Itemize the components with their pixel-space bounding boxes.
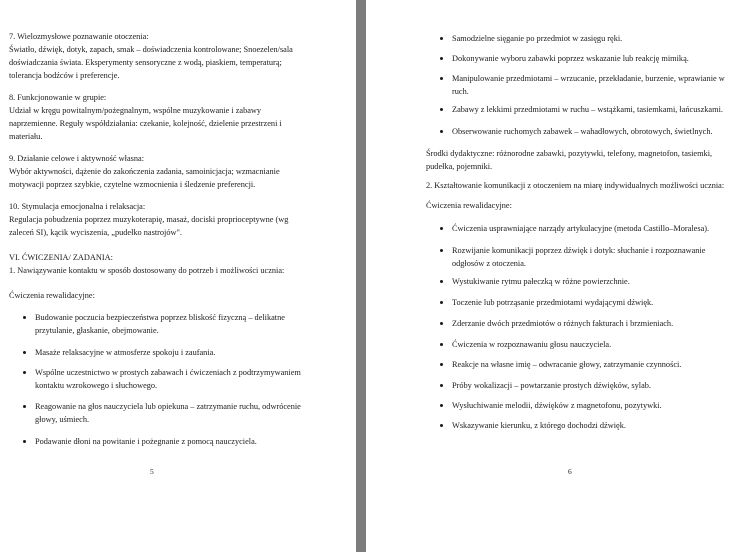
bullet-icon (440, 424, 443, 427)
section-heading: 7. Wielozmysłowe poznawanie otoczenia: (9, 32, 149, 41)
list-item: Dokonywanie wyboru zabawki poprzez wskazanie lub reakcję mimiką. (452, 54, 689, 63)
paragraph-line: naprzemienne. Reguły współdziałania: czekanie, kolejność, dzielenie przestrzeni i (9, 119, 282, 128)
paragraph-line: motywacji poprzez szybkie, czytelne wzmocnienia i śledzenie preferencji. (9, 180, 256, 189)
list-item: Reagowanie na głos nauczyciela lub opiekuna – zatrzymanie ruchu, odwrócenie (35, 402, 301, 411)
bullet-icon (23, 351, 26, 354)
bullet-icon (440, 130, 443, 133)
subsection-heading: 1. Nawiązywanie kontaktu w sposób dostosowany do potrzeb i możliwości ucznia: (9, 266, 285, 275)
list-item: kontaktu wzrokowego i słuchowego. (35, 381, 158, 390)
bullet-icon (440, 249, 443, 252)
paragraph-line: Światło, dźwięk, dotyk, zapach, smak – doświadczenia kontrolowane; Snoezelen/sala (9, 45, 293, 54)
list-heading: Ćwiczenia rewalidacyjne: (426, 201, 512, 210)
list-item: Wysłuchiwanie melodii, dźwięków z magnetofonu, pozytywki. (452, 401, 662, 410)
bullet-icon (440, 227, 443, 230)
section-heading: 8. Funkcjonowanie w grupie: (9, 93, 107, 102)
document-page-left (0, 0, 356, 552)
bullet-icon (23, 405, 26, 408)
paragraph-line: zaleceń SI), kącik wyciszenia, „pudełko nastrojów". (9, 228, 182, 237)
chapter-heading: VI. ĆWICZENIA/ ZADANIA: (9, 253, 113, 262)
list-item: odgłosów z otoczenia. (452, 259, 526, 268)
paragraph-line: materiału. (9, 132, 43, 141)
list-item: Próby wokalizacji – powtarzanie prostych dźwięków, sylab. (452, 381, 651, 390)
document-page-right (366, 0, 750, 552)
list-item: Zabawy z lekkimi przedmiotami w ruchu – wstążkami, tasiemkami, łańcuszkami. (452, 105, 723, 114)
bullet-icon (440, 404, 443, 407)
paragraph-line: tolerancja bodźców i preferencje. (9, 71, 120, 80)
paragraph-line: Środki dydaktyczne: różnorodne zabawki, pozytywki, telefony, magnetofon, tasiemki, (426, 149, 713, 158)
paragraph-line: pudełka, pojemniki. (426, 162, 493, 171)
bullet-icon (23, 440, 26, 443)
list-heading: Ćwiczenia rewalidacyjne: (9, 291, 95, 300)
bullet-icon (440, 37, 443, 40)
bullet-icon (440, 301, 443, 304)
list-item: Obserwowanie ruchomych zabawek – wahadłowych, obrotowych, świetlnych. (452, 127, 713, 136)
paragraph-line: Udział w kręgu powitalnym/pożegnalnym, wspólne muzykowanie i zabawy (9, 106, 262, 115)
bullet-icon (440, 384, 443, 387)
bullet-icon (440, 363, 443, 366)
list-item: Budowanie poczucia bezpieczeństwa poprzez bliskość fizyczną – delikatne (35, 313, 285, 322)
list-item: Samodzielne sięganie po przedmiot w zasięgu ręki. (452, 34, 623, 43)
bullet-icon (440, 280, 443, 283)
bullet-icon (440, 322, 443, 325)
list-item: Manipulowanie przedmiotami – wrzucanie, przekładanie, burzenie, wprawianie w (452, 74, 725, 83)
list-item: Wskazywanie kierunku, z którego dochodzi dźwięk. (452, 421, 626, 430)
bullet-icon (440, 77, 443, 80)
list-item: Podawanie dłoni na powitanie i pożegnanie z pomocą nauczyciela. (35, 437, 257, 446)
list-item: Ćwiczenia usprawniające narządy artykulacyjne (metoda Castillo–Moralesa). (452, 224, 710, 233)
bullet-icon (440, 343, 443, 346)
paragraph-line: doświadczania świata. Eksperymenty sensoryczne z wodą, piaskiem, temperaturą; (9, 58, 282, 67)
list-item: Wspólne uczestnictwo w prostych zabawach i ćwiczeniach z podtrzymywaniem (35, 368, 301, 377)
section-heading: 10. Stymulacja emocjonalna i relaksacja: (9, 202, 146, 211)
bullet-icon (23, 371, 26, 374)
list-item: Ćwiczenia w rozpoznawaniu głosu nauczyciela. (452, 340, 612, 349)
page-number: 5 (150, 467, 154, 476)
subsection-heading: 2. Kształtowanie komunikacji z otoczeniem na miarę indywidualnych możliwości ucznia: (426, 181, 725, 190)
list-item: głowy, uśmiech. (35, 415, 90, 424)
list-item: ruch. (452, 87, 469, 96)
list-item: przytulanie, głaskanie, obejmowanie. (35, 326, 159, 335)
list-item: Rozwijanie komunikacji poprzez dźwięk i dotyk: słuchanie i rozpoznawanie (452, 246, 706, 255)
list-item: Wystukiwanie rytmu pałeczką w różne powierzchnie. (452, 277, 630, 286)
bullet-icon (440, 57, 443, 60)
section-heading: 9. Działanie celowe i aktywność własna: (9, 154, 145, 163)
bullet-icon (440, 108, 443, 111)
list-item: Masaże relaksacyjne w atmosferze spokoju i zaufania. (35, 348, 216, 357)
list-item: Toczenie lub potrząsanie przedmiotami wydającymi dźwięk. (452, 298, 654, 307)
list-item: Reakcje na własne imię – odwracanie głowy, zatrzymanie czynności. (452, 360, 682, 369)
paragraph-line: Wybór aktywności, dążenie do zakończenia zadania, samoinicjacja; wzmacnianie (9, 167, 280, 176)
page-divider (356, 0, 366, 552)
paragraph-line: Regulacja pobudzenia poprzez muzykoterapię, masaż, dociski proprioceptywne (wg (9, 215, 289, 224)
page-number: 6 (568, 467, 572, 476)
list-item: Zderzanie dwóch przedmiotów o różnych fakturach i brzmieniach. (452, 319, 674, 328)
bullet-icon (23, 316, 26, 319)
